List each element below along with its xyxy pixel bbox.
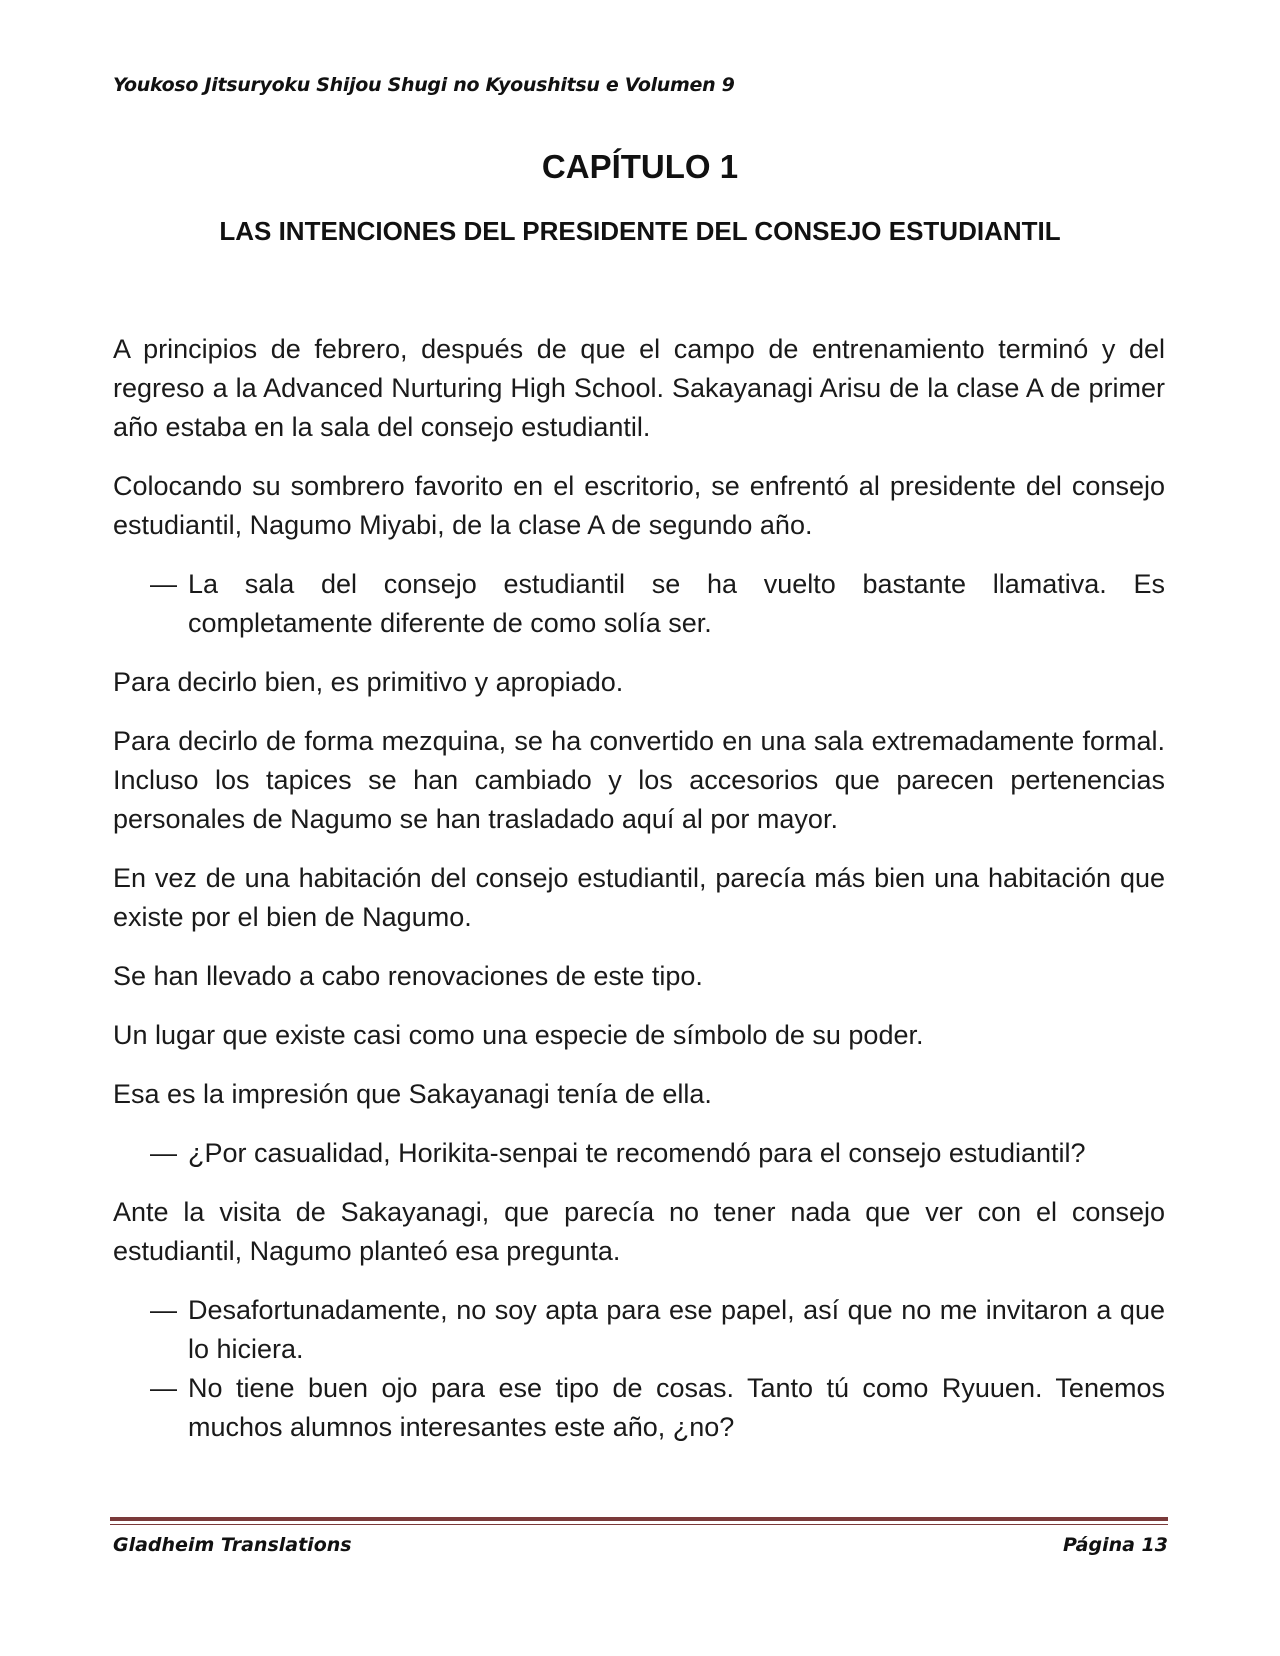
- dialogue-3: [113, 1291, 1165, 1369]
- dialogue-dash: —: [150, 1373, 177, 1403]
- paragraph-4: Para decirlo de forma mezquina, se ha convertido en una sala extremadamente formal. Incluso los tapices se han cambiado y los accesorios que parecen pertenencias personales de Nagumo se han trasladado aquí al por mayor.: [113, 726, 1165, 834]
- dialogue-1: [113, 565, 1165, 643]
- chapter-title: LAS INTENCIONES DEL PRESIDENTE DEL CONSEJO ESTUDIANTIL: [219, 216, 1061, 246]
- dialogue-dash: —: [150, 1138, 177, 1168]
- paragraph-9: Ante la visita de Sakayanagi, que parecía no tener nada que ver con el consejo estudiantil, Nagumo planteó esa pregunta.: [113, 1197, 1165, 1266]
- paragraph-3: Para decirlo bien, es primitivo y apropiado.: [113, 667, 624, 697]
- running-header-title: Youkoso Jitsuryoku Shijou Shugi no Kyoushitsu e Volumen 9: [113, 74, 735, 96]
- dialogue-2: [113, 1134, 1165, 1173]
- paragraph-8: Esa es la impresión que Sakayanagi tenía de ella.: [113, 1079, 712, 1109]
- body-text: [113, 330, 1165, 1467]
- dialogue-dash: —: [150, 569, 177, 599]
- footer-translator: Gladheim Translations: [113, 1534, 352, 1556]
- dialogue-dash: —: [150, 1295, 177, 1325]
- footer-page-number: Página 13: [1062, 1534, 1168, 1556]
- paragraph-5: En vez de una habitación del consejo estudiantil, parecía más bien una habitación que existe por el bien de Nagumo.: [113, 863, 1165, 932]
- chapter-number: CAPÍTULO 1: [541, 148, 739, 185]
- dialogue-2-text: ¿Por casualidad, Horikita-senpai te recomendó para el consejo estudiantil?: [188, 1138, 1086, 1168]
- dialogue-1-text: La sala del consejo estudiantil se ha vuelto bastante llamativa. Es completamente diferente de como solía ser.: [188, 569, 1165, 638]
- dialogue-3-text: Desafortunadamente, no soy apta para ese papel, así que no me invitaron a que lo hiciera.: [188, 1295, 1165, 1364]
- footer-rule-thin: [110, 1524, 1168, 1525]
- paragraph-2: Colocando su sombrero favorito en el escritorio, se enfrentó al presidente del consejo estudiantil, Nagumo Miyabi, de la clase A de segundo año.: [113, 471, 1165, 540]
- paragraph-6: Se han llevado a cabo renovaciones de este tipo.: [113, 961, 703, 991]
- footer-rule: [110, 1517, 1168, 1521]
- paragraph-7: Un lugar que existe casi como una especie de símbolo de su poder.: [113, 1020, 924, 1050]
- paragraph-1: A principios de febrero, después de que el campo de entrenamiento terminó y del regreso a la Advanced Nurturing High School. Sakayanagi Arisu de la clase A de primer año estaba en la sala del consejo estudiantil.: [113, 334, 1165, 442]
- dialogue-4: [113, 1369, 1165, 1447]
- dialogue-4-text: No tiene buen ojo para ese tipo de cosas. Tanto tú como Ryuuen. Tenemos muchos alumnos interesantes este año, ¿no?: [188, 1373, 1165, 1442]
